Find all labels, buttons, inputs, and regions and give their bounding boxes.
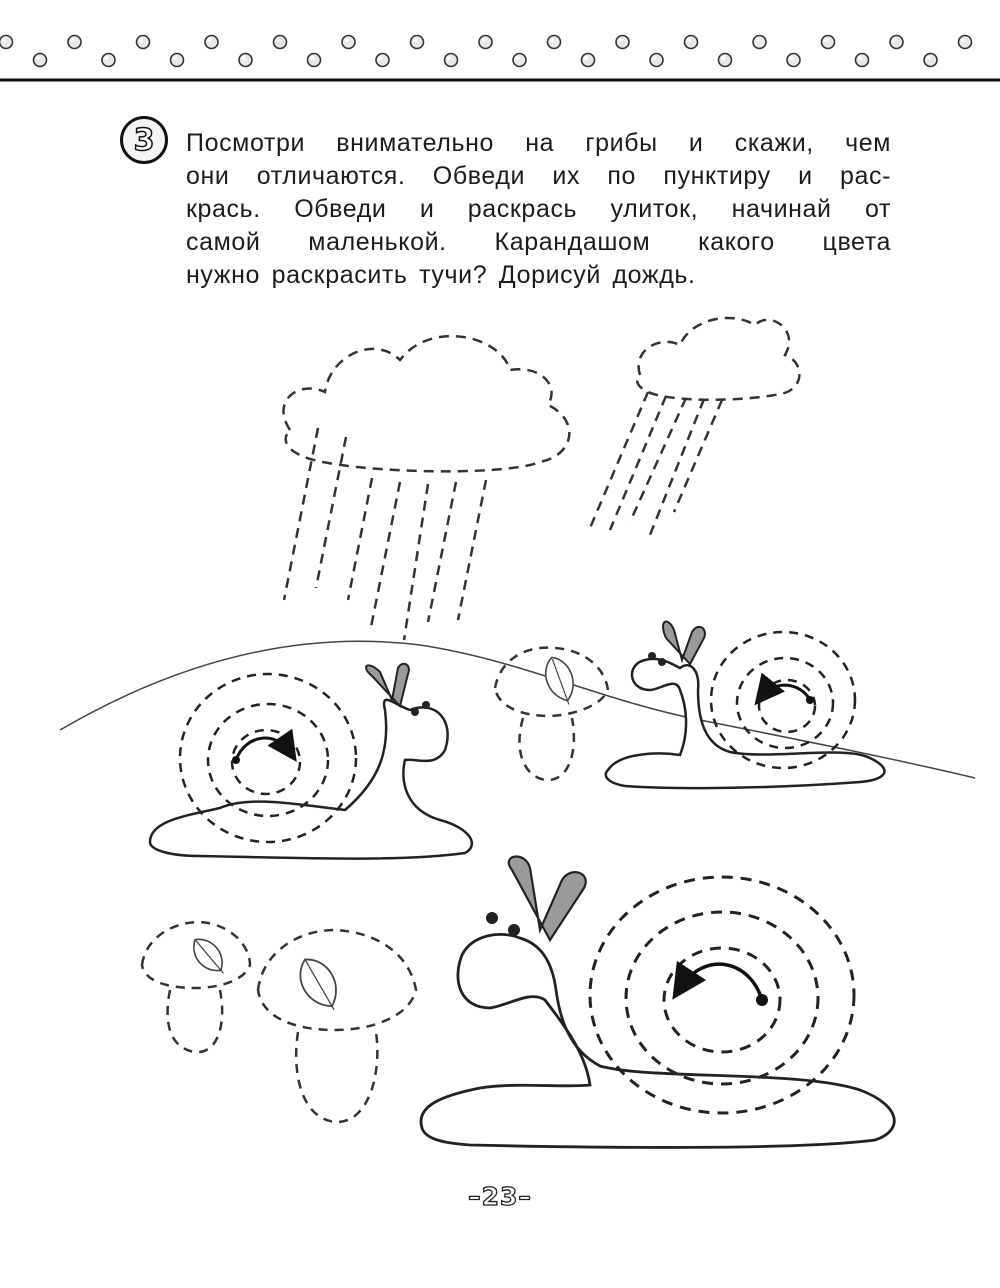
bead-icon (205, 36, 218, 49)
bead-icon (616, 36, 629, 49)
cloud-icon[interactable] (637, 318, 799, 400)
coloring-illustration (0, 300, 1000, 1180)
bead-icon (890, 36, 903, 49)
bead-highlight (961, 38, 965, 42)
snail-icon[interactable] (606, 622, 885, 788)
bead-highlight (550, 38, 554, 42)
snail-icon[interactable] (421, 856, 894, 1147)
bead-highlight (858, 56, 862, 60)
instruction-line-4: самой маленькой. Карандашом какого цвета (186, 228, 891, 256)
bead-highlight (447, 56, 451, 60)
bead-highlight (584, 56, 588, 60)
bead-highlight (105, 56, 109, 60)
bead-icon (822, 36, 835, 49)
task-number: 3 (133, 122, 155, 158)
bead-highlight (208, 38, 212, 42)
bead-highlight (36, 56, 40, 60)
bead-highlight (242, 56, 246, 60)
bead-highlight (927, 56, 931, 60)
bead-highlight (310, 56, 314, 60)
bead-highlight (276, 38, 280, 42)
bead-highlight (139, 38, 143, 42)
bead-icon (411, 36, 424, 49)
bead-highlight (653, 56, 657, 60)
instruction-line-3: крась. Обведи и раскрась улиток, начинай от (186, 195, 891, 223)
bead-highlight (687, 38, 691, 42)
leaf-icon (291, 952, 347, 1018)
bead-icon (34, 54, 47, 67)
bead-icon (582, 54, 595, 67)
bead-icon (685, 36, 698, 49)
bead-highlight (173, 56, 177, 60)
bead-icon (924, 54, 937, 67)
instruction-line-5: нужно раскрасить тучи? Дорисуй дождь. (186, 261, 696, 289)
bead-icon (856, 54, 869, 67)
bead-icon (719, 54, 732, 67)
bead-highlight (413, 38, 417, 42)
bead-icon (959, 36, 972, 49)
bead-border (0, 36, 972, 67)
mushroom-icon[interactable] (258, 930, 416, 1122)
bead-highlight (721, 56, 725, 60)
rain-lines-right[interactable] (590, 392, 722, 540)
bead-icon (342, 36, 355, 49)
leaf-icon (187, 932, 233, 980)
bead-icon (308, 54, 321, 67)
bead-icon (239, 54, 252, 67)
bead-icon (650, 54, 663, 67)
bead-icon (753, 36, 766, 49)
arrow-icon (236, 738, 290, 760)
bead-icon (376, 54, 389, 67)
bead-highlight (482, 38, 486, 42)
task-number-badge (120, 116, 168, 164)
bead-icon (0, 36, 13, 49)
bead-highlight (893, 38, 897, 42)
bead-highlight (790, 56, 794, 60)
instruction-line-2: они отличаются. Обведи их по пунктиру и рас- (186, 162, 891, 190)
header-border (0, 0, 1000, 90)
instruction-line-1: Посмотри внимательно на грибы и скажи, чем (186, 129, 891, 157)
cloud-icon[interactable] (283, 336, 569, 471)
bead-icon (513, 54, 526, 67)
leaf-icon (540, 653, 581, 709)
bead-highlight (345, 38, 349, 42)
task-instructions (186, 127, 891, 292)
bead-icon (787, 54, 800, 67)
arrow-icon (762, 685, 810, 700)
bead-icon (445, 54, 458, 67)
bead-icon (102, 54, 115, 67)
bead-icon (274, 36, 287, 49)
bead-icon (68, 36, 81, 49)
bead-icon (171, 54, 184, 67)
bead-icon (548, 36, 561, 49)
bead-highlight (379, 56, 383, 60)
bead-highlight (756, 38, 760, 42)
bead-icon (479, 36, 492, 49)
page-number: –23– (468, 1182, 532, 1211)
bead-highlight (71, 38, 75, 42)
bead-highlight (516, 56, 520, 60)
bead-highlight (2, 38, 6, 42)
bead-highlight (619, 38, 623, 42)
bead-icon (137, 36, 150, 49)
arrow-icon (680, 964, 762, 1000)
bead-highlight (824, 38, 828, 42)
snail-icon[interactable] (150, 664, 472, 859)
